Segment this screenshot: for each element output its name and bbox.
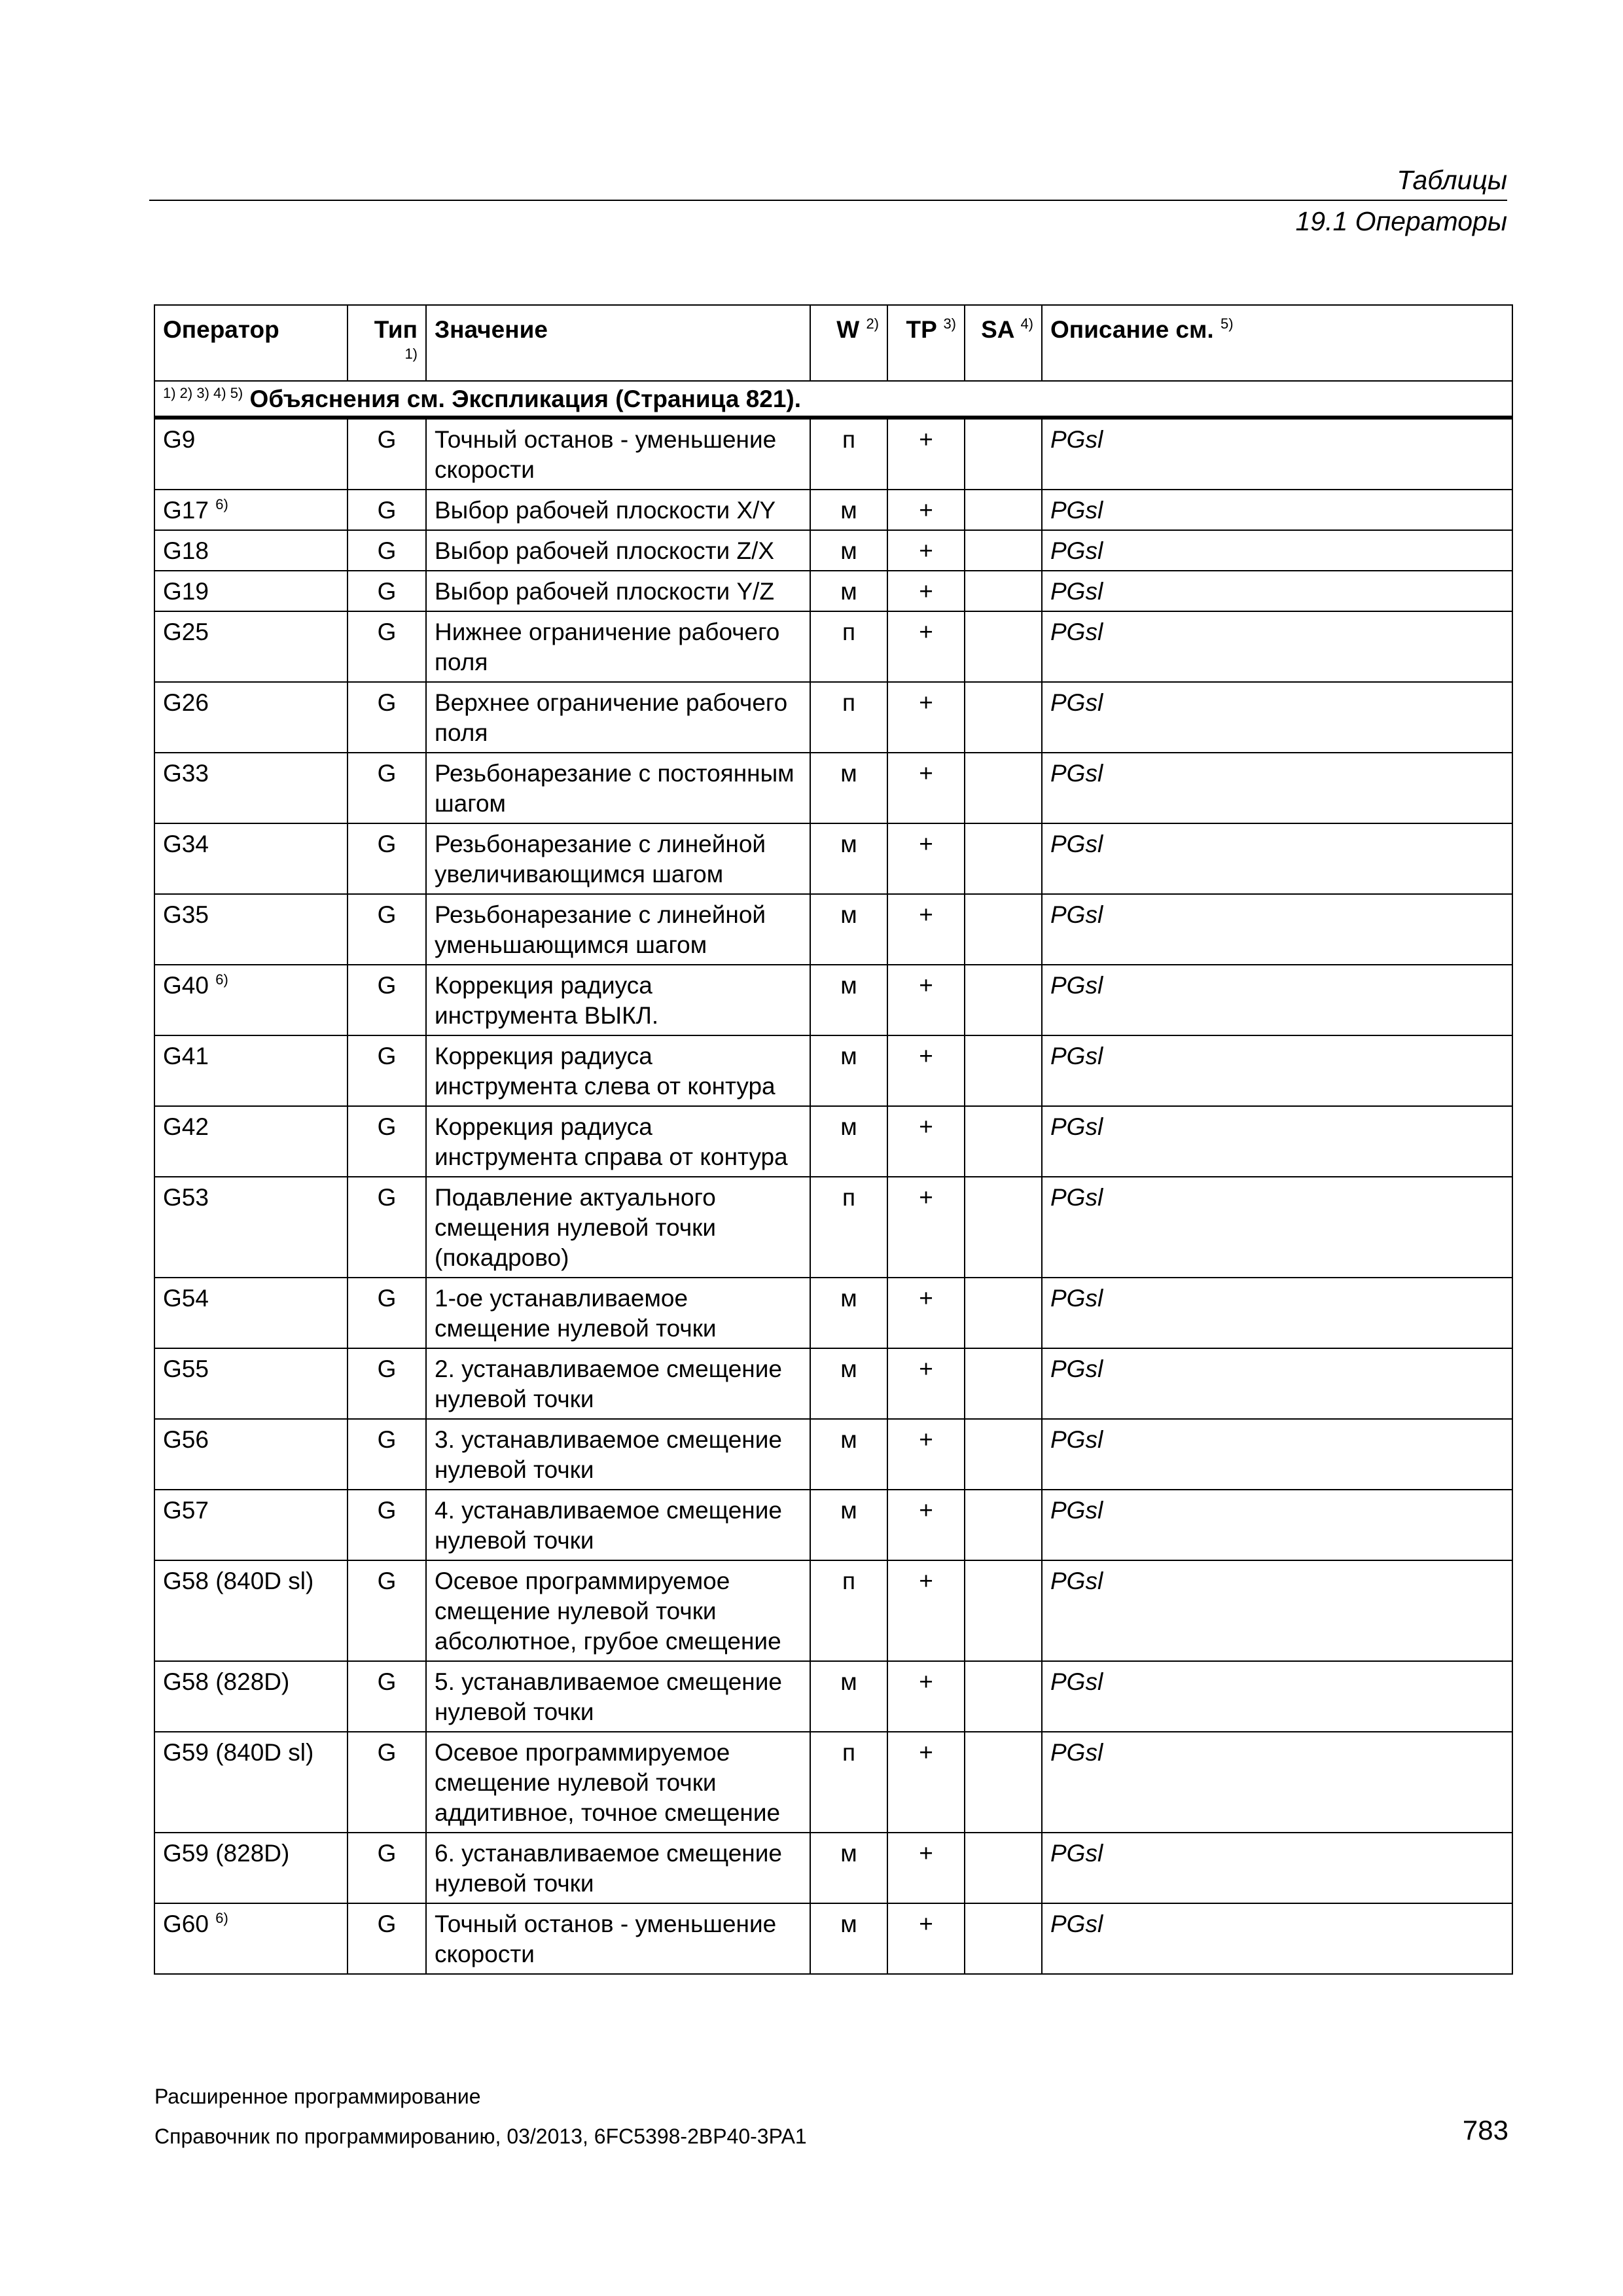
column-header: Оператор: [154, 305, 348, 381]
description-ref-cell: PGsl: [1042, 530, 1512, 571]
operator-cell: G41: [154, 1035, 348, 1106]
description-ref-cell: PGsl: [1042, 753, 1512, 823]
operator-cell: G19: [154, 571, 348, 611]
table-row: [154, 1278, 1512, 1348]
table-row: [154, 1177, 1512, 1278]
w-cell: м: [810, 965, 887, 1035]
table-row: [154, 1106, 1512, 1177]
description-ref-cell: PGsl: [1042, 418, 1512, 490]
tp-cell: +: [887, 894, 965, 965]
sa-cell: [965, 1278, 1042, 1348]
tp-cell: +: [887, 1661, 965, 1732]
type-cell: G: [348, 682, 426, 753]
sa-cell: [965, 1177, 1042, 1278]
tp-cell: +: [887, 571, 965, 611]
w-cell: п: [810, 418, 887, 490]
description-ref-cell: PGsl: [1042, 1560, 1512, 1661]
table-row: [154, 490, 1512, 530]
operator-cell: G53: [154, 1177, 348, 1278]
table-row: [154, 682, 1512, 753]
operator-cell: G9: [154, 418, 348, 490]
operator-cell: G18: [154, 530, 348, 571]
w-cell: м: [810, 753, 887, 823]
type-cell: G: [348, 1035, 426, 1106]
tp-cell: +: [887, 1278, 965, 1348]
sa-cell: [965, 418, 1042, 490]
type-cell: G: [348, 571, 426, 611]
w-cell: м: [810, 530, 887, 571]
sa-cell: [965, 753, 1042, 823]
table-row: [154, 1833, 1512, 1903]
tp-cell: +: [887, 611, 965, 682]
page-number: 783: [1462, 2115, 1508, 2145]
sa-cell: [965, 682, 1042, 753]
description-ref-cell: PGsl: [1042, 490, 1512, 530]
meaning-cell: Резьбонарезание с постоянным шагом: [426, 753, 810, 823]
sa-cell: [965, 965, 1042, 1035]
sa-cell: [965, 1903, 1042, 1974]
w-cell: м: [810, 1833, 887, 1903]
w-cell: м: [810, 571, 887, 611]
tp-cell: +: [887, 1490, 965, 1560]
sa-cell: [965, 1490, 1042, 1560]
chapter-title: Таблицы: [1397, 165, 1507, 195]
table-row: [154, 418, 1512, 490]
meaning-cell: Осевое программируемое смещение нулевой точки аддитивное, точное смещение: [426, 1732, 810, 1833]
description-ref-cell: PGsl: [1042, 894, 1512, 965]
description-ref-cell: PGsl: [1042, 1348, 1512, 1419]
type-cell: G: [348, 1490, 426, 1560]
tp-cell: +: [887, 530, 965, 571]
meaning-cell: Коррекция радиуса инструмента слева от контура: [426, 1035, 810, 1106]
type-cell: G: [348, 1732, 426, 1833]
description-ref-cell: PGsl: [1042, 1661, 1512, 1732]
description-ref-cell: PGsl: [1042, 965, 1512, 1035]
meaning-cell: 4. устанавливаемое смещение нулевой точки: [426, 1490, 810, 1560]
w-cell: м: [810, 894, 887, 965]
meaning-cell: 6. устанавливаемое смещение нулевой точки: [426, 1833, 810, 1903]
sa-cell: [965, 611, 1042, 682]
sa-cell: [965, 1833, 1042, 1903]
operator-cell: G25: [154, 611, 348, 682]
w-cell: п: [810, 611, 887, 682]
w-cell: м: [810, 823, 887, 894]
tp-cell: +: [887, 1560, 965, 1661]
description-ref-cell: PGsl: [1042, 1833, 1512, 1903]
type-cell: G: [348, 1419, 426, 1490]
operator-cell: G60 $^{6)}$: [154, 1903, 348, 1974]
description-ref-cell: PGsl: [1042, 1035, 1512, 1106]
type-cell: G: [348, 1661, 426, 1732]
tp-cell: +: [887, 1035, 965, 1106]
type-cell: G: [348, 490, 426, 530]
tp-cell: +: [887, 418, 965, 490]
operator-cell: G58 (840D sl): [154, 1560, 348, 1661]
column-header: Тип $^{1)}$: [348, 305, 426, 381]
w-cell: м: [810, 1035, 887, 1106]
sa-cell: [965, 1661, 1042, 1732]
description-ref-cell: PGsl: [1042, 1732, 1512, 1833]
meaning-cell: Выбор рабочей плоскости X/Y: [426, 490, 810, 530]
table-row: [154, 1903, 1512, 1974]
operator-cell: G54: [154, 1278, 348, 1348]
type-cell: G: [348, 1106, 426, 1177]
tp-cell: +: [887, 1903, 965, 1974]
tp-cell: +: [887, 1106, 965, 1177]
table-note-row: [154, 381, 1512, 418]
tp-cell: +: [887, 965, 965, 1035]
operator-cell: G34: [154, 823, 348, 894]
description-ref-cell: PGsl: [1042, 1490, 1512, 1560]
type-cell: G: [348, 1560, 426, 1661]
table-header-row: [154, 305, 1512, 381]
w-cell: м: [810, 1661, 887, 1732]
table-row: [154, 611, 1512, 682]
column-header: TP $^{3)}$: [887, 305, 965, 381]
w-cell: м: [810, 1419, 887, 1490]
table-row: [154, 753, 1512, 823]
w-cell: п: [810, 682, 887, 753]
description-ref-cell: PGsl: [1042, 1278, 1512, 1348]
operator-cell: G59 (828D): [154, 1833, 348, 1903]
sa-cell: [965, 823, 1042, 894]
w-cell: м: [810, 1106, 887, 1177]
sa-cell: [965, 1348, 1042, 1419]
meaning-cell: Выбор рабочей плоскости Z/X: [426, 530, 810, 571]
table-row: [154, 894, 1512, 965]
operator-cell: G26: [154, 682, 348, 753]
operator-cell: G42: [154, 1106, 348, 1177]
operator-cell: G55: [154, 1348, 348, 1419]
description-ref-cell: PGsl: [1042, 823, 1512, 894]
tp-cell: +: [887, 1833, 965, 1903]
operators-table: [154, 304, 1513, 1975]
operator-cell: G33: [154, 753, 348, 823]
sa-cell: [965, 1419, 1042, 1490]
sa-cell: [965, 894, 1042, 965]
operator-cell: G59 (840D sl): [154, 1732, 348, 1833]
w-cell: м: [810, 1490, 887, 1560]
meaning-cell: Точный останов - уменьшение скорости: [426, 418, 810, 490]
description-ref-cell: PGsl: [1042, 1177, 1512, 1278]
table-note: $^{1) 2) 3) 4) 5)}$ Объяснения см. Экспликация (Страница 821).: [154, 381, 1512, 418]
sa-cell: [965, 1106, 1042, 1177]
sa-cell: [965, 1732, 1042, 1833]
type-cell: G: [348, 418, 426, 490]
sa-cell: [965, 571, 1042, 611]
tp-cell: +: [887, 682, 965, 753]
w-cell: м: [810, 490, 887, 530]
meaning-cell: Верхнее ограничение рабочего поля: [426, 682, 810, 753]
w-cell: м: [810, 1348, 887, 1419]
meaning-cell: 5. устанавливаемое смещение нулевой точки: [426, 1661, 810, 1732]
w-cell: п: [810, 1177, 887, 1278]
type-cell: G: [348, 753, 426, 823]
meaning-cell: Выбор рабочей плоскости Y/Z: [426, 571, 810, 611]
meaning-cell: Нижнее ограничение рабочего поля: [426, 611, 810, 682]
table-row: [154, 571, 1512, 611]
column-header: Описание см. $^{5)}$: [1042, 305, 1512, 381]
tp-cell: +: [887, 1177, 965, 1278]
column-header: W $^{2)}$: [810, 305, 887, 381]
type-cell: G: [348, 1833, 426, 1903]
type-cell: G: [348, 1278, 426, 1348]
sa-cell: [965, 1035, 1042, 1106]
meaning-cell: Точный останов - уменьшение скорости: [426, 1903, 810, 1974]
table-row: [154, 965, 1512, 1035]
operator-cell: G56: [154, 1419, 348, 1490]
tp-cell: +: [887, 1419, 965, 1490]
meaning-cell: Резьбонарезание с линейной увеличивающимся шагом: [426, 823, 810, 894]
operator-cell: G40 $^{6)}$: [154, 965, 348, 1035]
table-row: [154, 1732, 1512, 1833]
w-cell: п: [810, 1732, 887, 1833]
table-row: [154, 1348, 1512, 1419]
tp-cell: +: [887, 823, 965, 894]
meaning-cell: Коррекция радиуса инструмента справа от контура: [426, 1106, 810, 1177]
tp-cell: +: [887, 1732, 965, 1833]
meaning-cell: Коррекция радиуса инструмента ВЫКЛ.: [426, 965, 810, 1035]
type-cell: G: [348, 1348, 426, 1419]
column-header: SA $^{4)}$: [965, 305, 1042, 381]
meaning-cell: 1-ое устанавливаемое смещение нулевой точки: [426, 1278, 810, 1348]
description-ref-cell: PGsl: [1042, 611, 1512, 682]
meaning-cell: 3. устанавливаемое смещение нулевой точки: [426, 1419, 810, 1490]
table-row: [154, 530, 1512, 571]
w-cell: м: [810, 1278, 887, 1348]
type-cell: G: [348, 1903, 426, 1974]
operator-cell: G57: [154, 1490, 348, 1560]
footer-title: Расширенное программирование: [154, 2085, 481, 2108]
operator-cell: G35: [154, 894, 348, 965]
table-row: [154, 1661, 1512, 1732]
sa-cell: [965, 530, 1042, 571]
table-row: [154, 1560, 1512, 1661]
description-ref-cell: PGsl: [1042, 1903, 1512, 1974]
table-row: [154, 823, 1512, 894]
type-cell: G: [348, 823, 426, 894]
description-ref-cell: PGsl: [1042, 1106, 1512, 1177]
description-ref-cell: PGsl: [1042, 1419, 1512, 1490]
type-cell: G: [348, 1177, 426, 1278]
section-title: 19.1 Операторы: [1295, 206, 1507, 236]
meaning-cell: Подавление актуального смещения нулевой точки (покадрово): [426, 1177, 810, 1278]
operator-cell: G58 (828D): [154, 1661, 348, 1732]
table-row: [154, 1035, 1512, 1106]
meaning-cell: Резьбонарезание с линейной уменьшающимся шагом: [426, 894, 810, 965]
header-divider: [149, 200, 1507, 201]
operator-cell: G17 $^{6)}$: [154, 490, 348, 530]
type-cell: G: [348, 894, 426, 965]
tp-cell: +: [887, 753, 965, 823]
type-cell: G: [348, 530, 426, 571]
description-ref-cell: PGsl: [1042, 571, 1512, 611]
sa-cell: [965, 1560, 1042, 1661]
footer-reference: Справочник по программированию, 03/2013, 6FC5398-2BP40-3PA1: [154, 2125, 807, 2148]
tp-cell: +: [887, 490, 965, 530]
sa-cell: [965, 490, 1042, 530]
description-ref-cell: PGsl: [1042, 682, 1512, 753]
type-cell: G: [348, 965, 426, 1035]
tp-cell: +: [887, 1348, 965, 1419]
table-row: [154, 1419, 1512, 1490]
column-header: Значение: [426, 305, 810, 381]
w-cell: м: [810, 1903, 887, 1974]
type-cell: G: [348, 611, 426, 682]
table-row: [154, 1490, 1512, 1560]
meaning-cell: Осевое программируемое смещение нулевой точки абсолютное, грубое смещение: [426, 1560, 810, 1661]
w-cell: п: [810, 1560, 887, 1661]
meaning-cell: 2. устанавливаемое смещение нулевой точки: [426, 1348, 810, 1419]
